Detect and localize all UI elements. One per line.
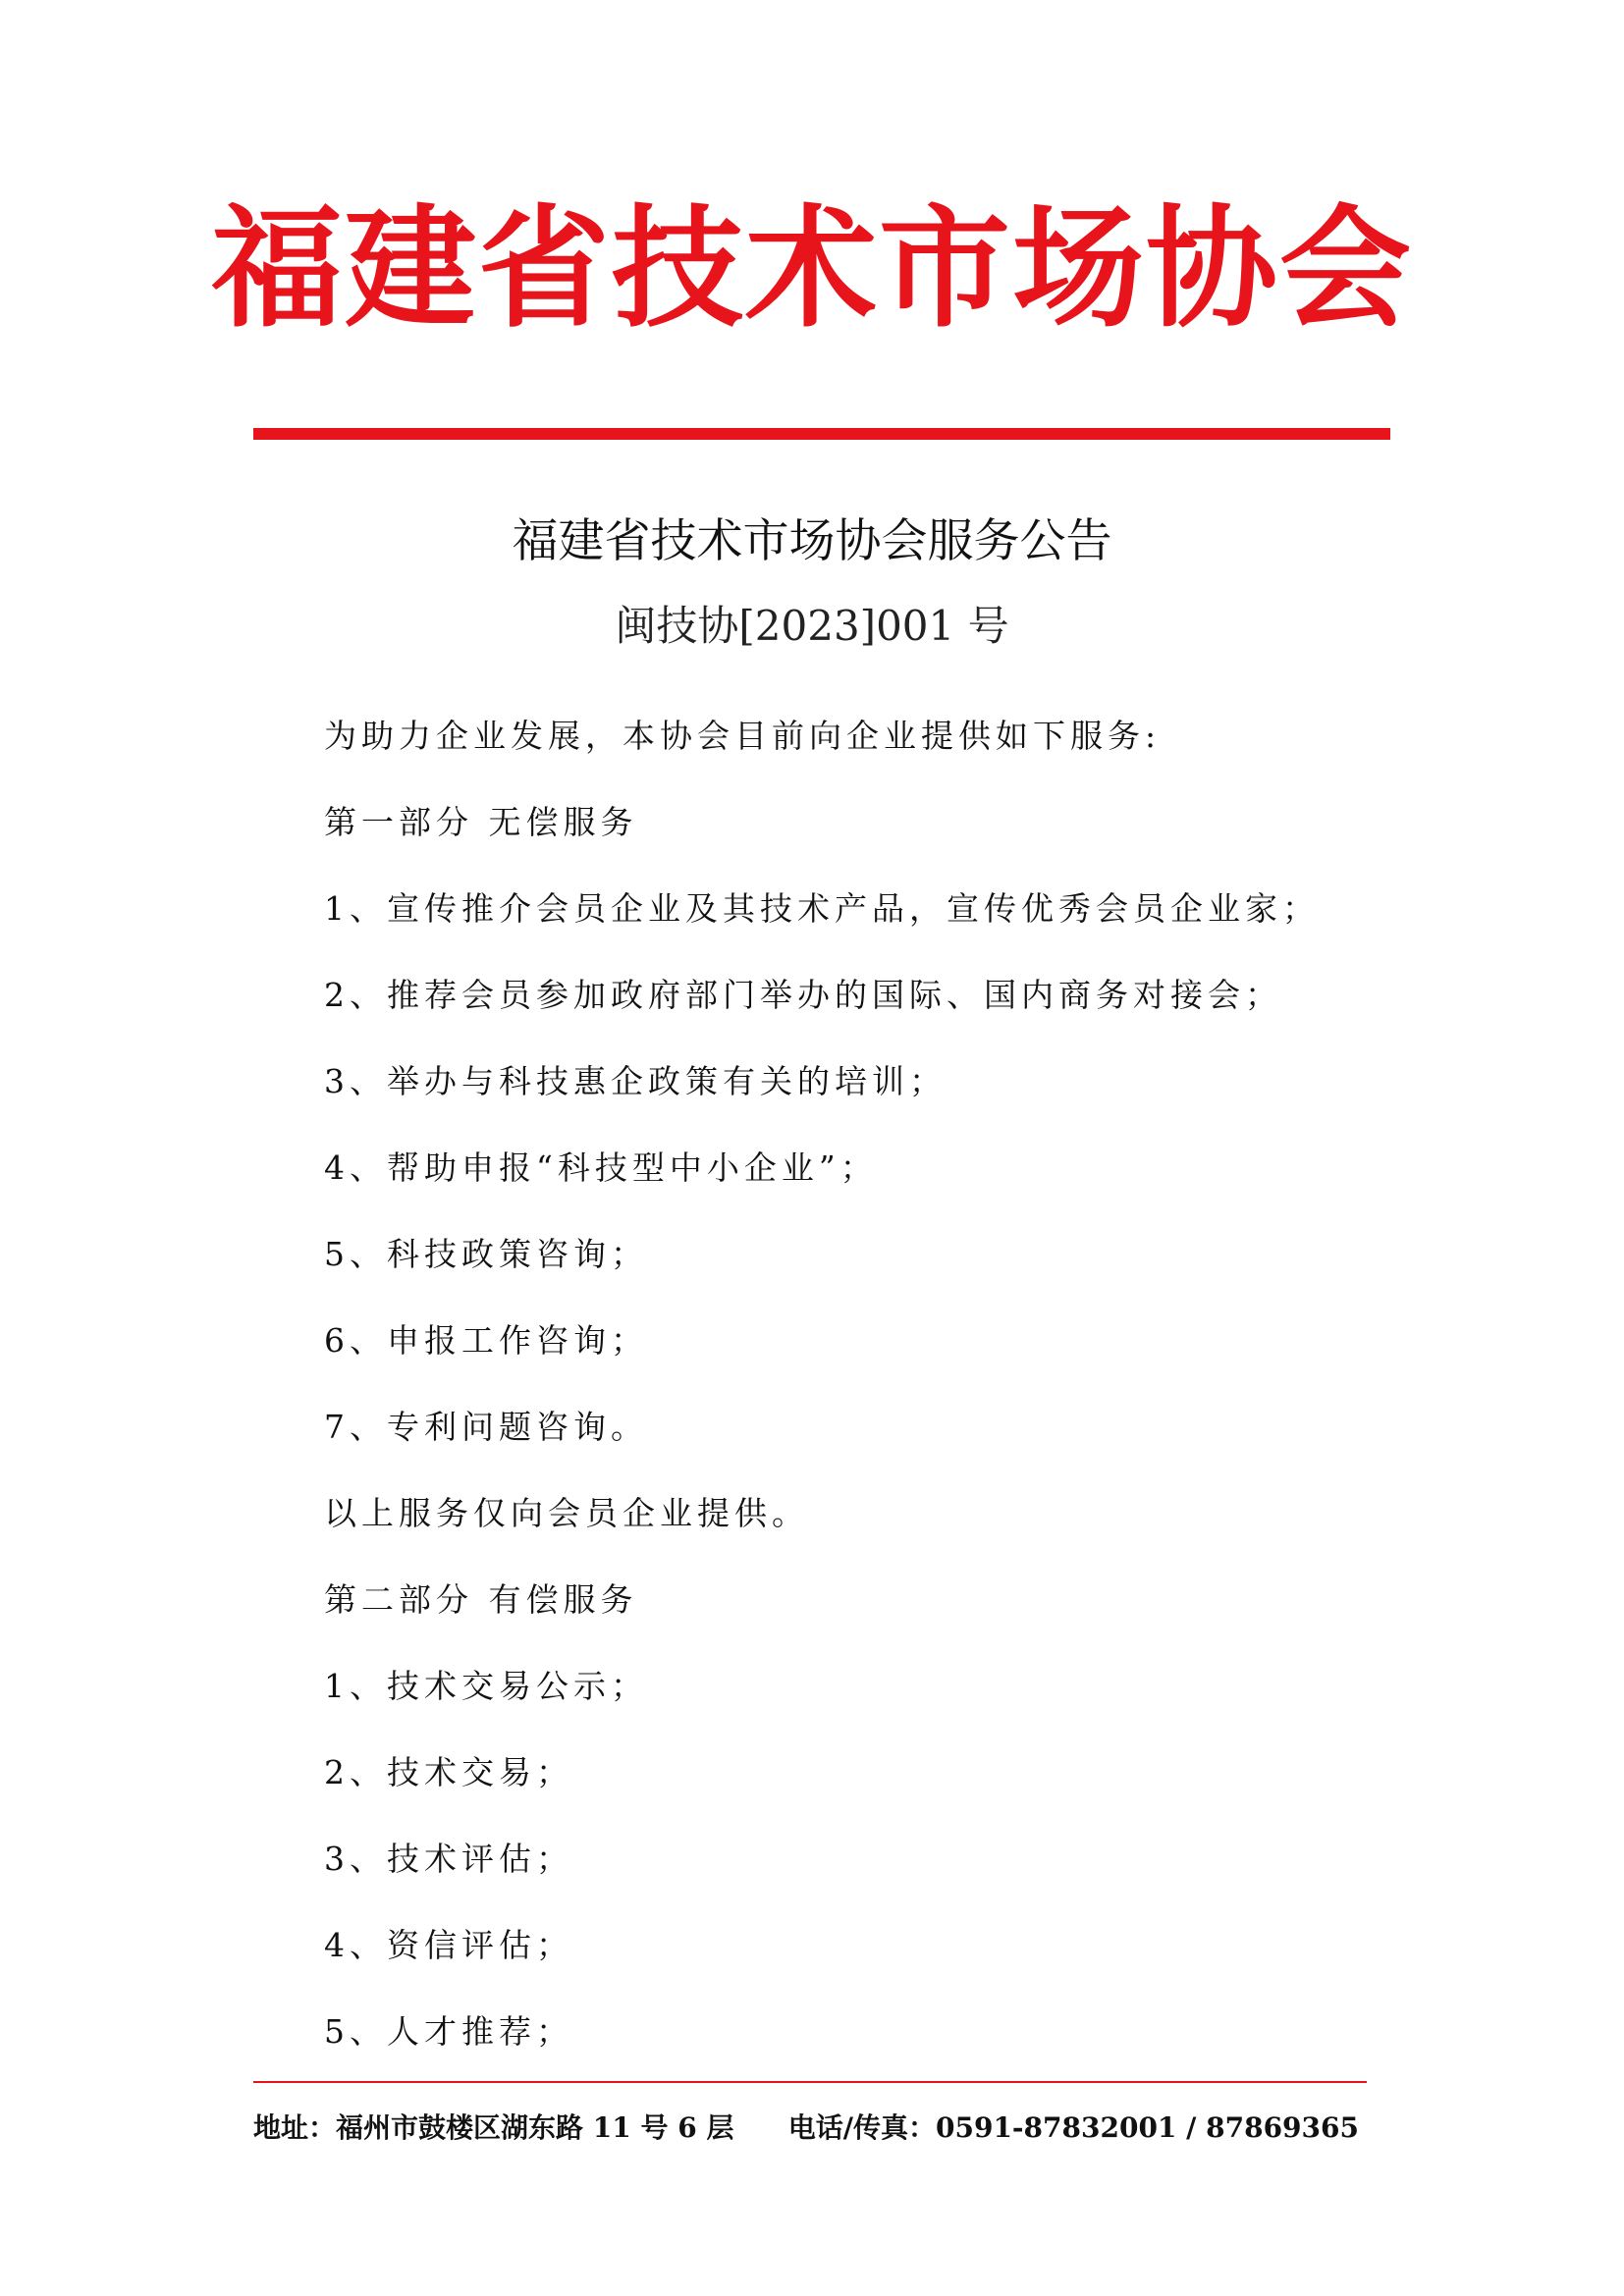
footer-rule <box>253 2081 1367 2083</box>
part1-item: 7、专利问题咨询。 <box>324 1408 648 1446</box>
notice-number: 闽技协[2023]001 号 <box>615 602 1009 650</box>
intro-paragraph: 为助力企业发展，本协会目前向企业提供如下服务: <box>324 717 1162 755</box>
part2-item: 2、技术交易； <box>324 1753 573 1791</box>
letterhead-org-name: 福建省技术市场协会 <box>210 190 1413 346</box>
part1-heading: 第一部分 无偿服务 <box>324 803 638 841</box>
part1-item: 5、科技政策咨询； <box>324 1235 648 1273</box>
part2-item: 3、技术评估； <box>324 1840 573 1878</box>
notice-title: 福建省技术市场协会服务公告 <box>512 514 1112 568</box>
footer-contact: 电话/传真：0591-87832001 / 87869365 <box>787 2111 1359 2144</box>
footer-address: 地址：福州市鼓楼区湖东路 11 号 6 层 <box>253 2111 734 2144</box>
part1-item: 2、推荐会员参加政府部门举办的国际、国内商务对接会； <box>324 976 1282 1014</box>
part2-item: 4、资信评估； <box>324 1926 573 1964</box>
part2-item: 5、人才推荐； <box>324 2012 573 2051</box>
letterhead-red-rule <box>253 428 1390 440</box>
part1-item: 6、申报工作咨询； <box>324 1321 648 1360</box>
part1-item: 4、帮助申报“科技型中小企业”； <box>324 1148 878 1187</box>
part1-item: 3、举办与科技惠企政策有关的培训； <box>324 1062 947 1100</box>
part1-item: 1、宣传推介会员企业及其技术产品，宣传优秀会员企业家； <box>324 889 1320 928</box>
part1-note: 以上服务仅向会员企业提供。 <box>324 1494 809 1532</box>
part2-item: 1、技术交易公示； <box>324 1667 648 1705</box>
part2-heading: 第二部分 有偿服务 <box>324 1580 638 1619</box>
